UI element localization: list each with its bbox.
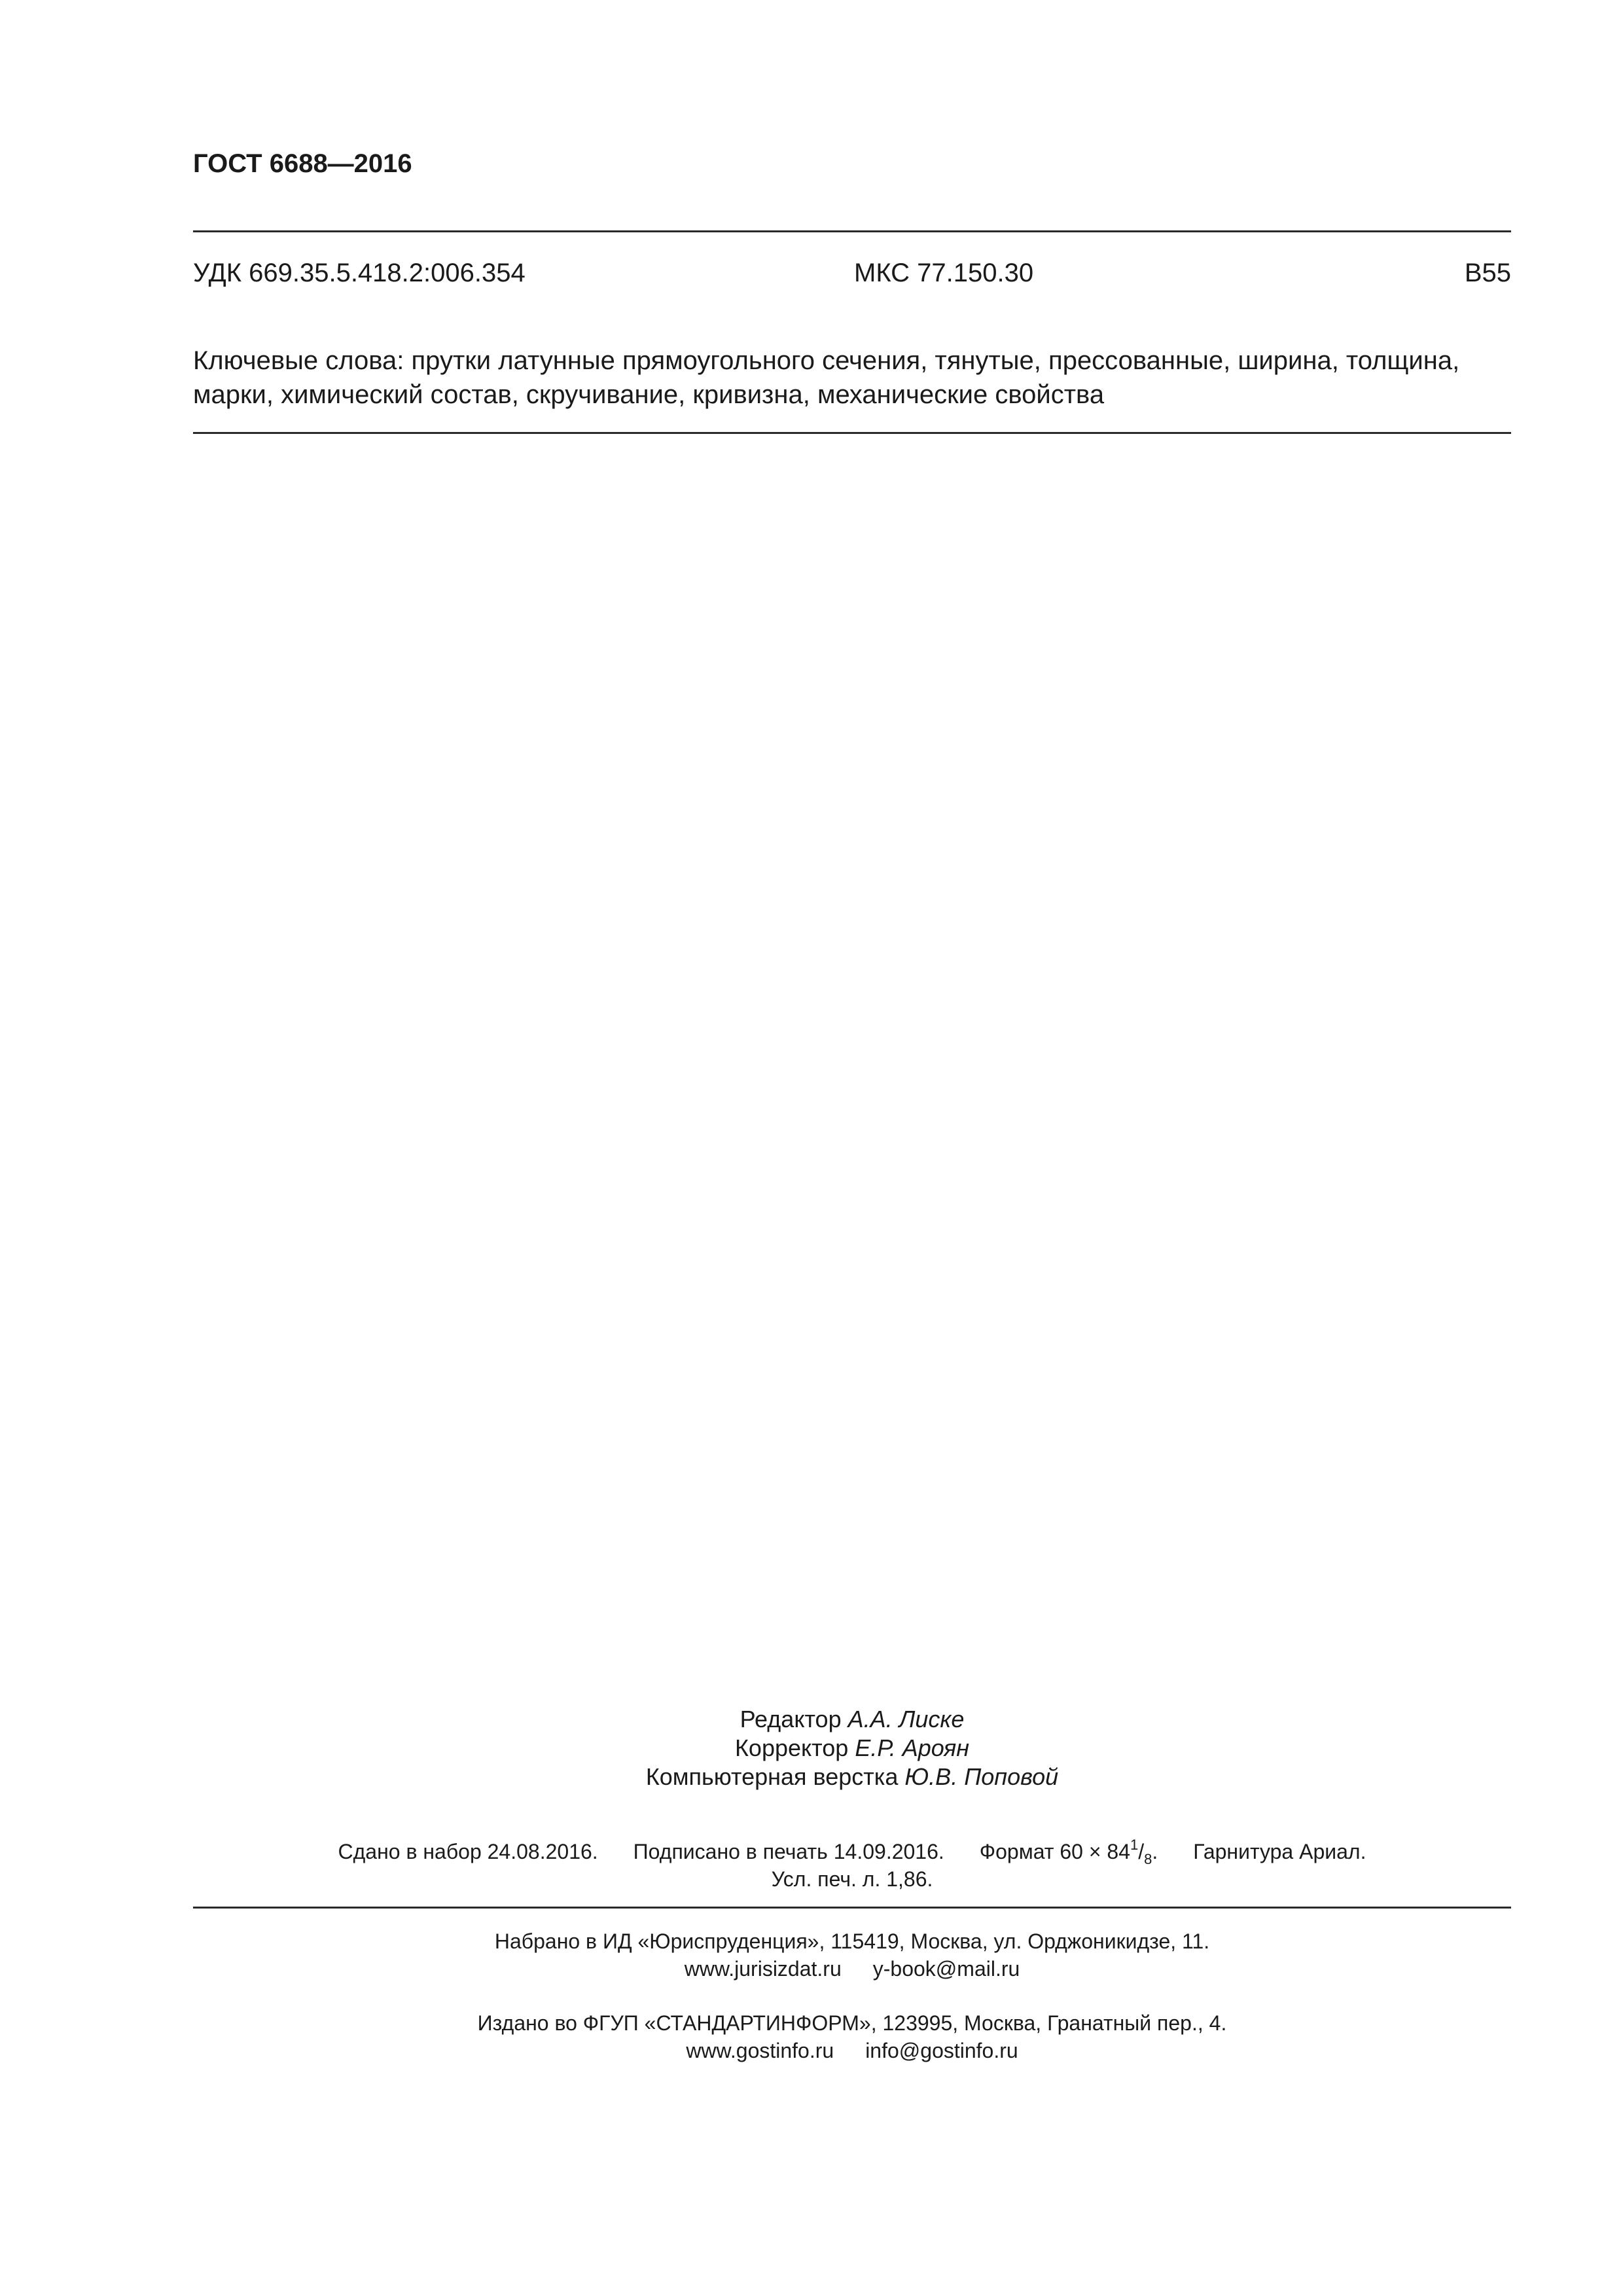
layout-label: Компьютерная верстка	[645, 1763, 899, 1790]
layout-name: Ю.В. Поповой	[904, 1763, 1059, 1790]
typeset-line: Набрано в ИД «Юриспруденция», 115419, Москва, ул. Орджоникидзе, 11.	[494, 1929, 1210, 1953]
okstu-code: В55	[1464, 259, 1511, 287]
publisher-site-link[interactable]: www.gostinfo.ru	[686, 2039, 834, 2062]
mks-code: МКС 77.150.30	[854, 259, 1034, 287]
print-rule	[193, 1907, 1511, 1909]
print-info-line	[193, 1838, 1511, 1865]
keywords-paragraph: Ключевые слова: прутки латунные прямоугольного сечения, тянутые, прессованные, ширина, толщина, марки, химический состав, скручивание, кривизна, механические свойства	[193, 346, 1460, 409]
publisher-contacts	[193, 2037, 1511, 2064]
publisher-line: Издано во ФГУП «СТАНДАРТИНФОРМ», 123995, Москва, Гранатный пер., 4.	[477, 2011, 1227, 2035]
corrector-line	[193, 1734, 1511, 1763]
signed-date: Подписано в печать 14.09.2016.	[633, 1840, 944, 1863]
submitted-date: Сдано в набор 24.08.2016.	[338, 1840, 598, 1863]
editor-name: А.А. Лиске	[847, 1706, 965, 1732]
typeset-block	[193, 1928, 1511, 1982]
print-info-block	[193, 1838, 1511, 1893]
top-rule	[193, 230, 1511, 232]
corrector-label: Корректор	[734, 1734, 849, 1761]
publisher-email-link[interactable]: info@gostinfo.ru	[865, 2039, 1018, 2062]
layout-line	[193, 1763, 1511, 1791]
credits-block	[193, 1705, 1511, 1791]
editor-label: Редактор	[740, 1706, 842, 1732]
document-code: ГОСТ 6688—2016	[193, 149, 412, 178]
typeset-site-link[interactable]: www.jurisizdat.ru	[684, 1957, 842, 1981]
paper-format: Формат $60 \times 84^1/_8$.	[979, 1837, 1158, 1867]
typeface: Гарнитура Ариал.	[1193, 1840, 1366, 1863]
udk-code: УДК 669.35.5.418.2:006.354	[193, 259, 526, 287]
typeset-email-link[interactable]: y-book@mail.ru	[872, 1957, 1020, 1981]
keywords-rule	[193, 432, 1511, 434]
sheets-line: Усл. печ. л. 1,86.	[771, 1867, 933, 1891]
publisher-block	[193, 2009, 1511, 2064]
corrector-name: Е.Р. Ароян	[855, 1734, 970, 1761]
editor-line	[193, 1705, 1511, 1734]
typeset-contacts	[193, 1955, 1511, 1982]
